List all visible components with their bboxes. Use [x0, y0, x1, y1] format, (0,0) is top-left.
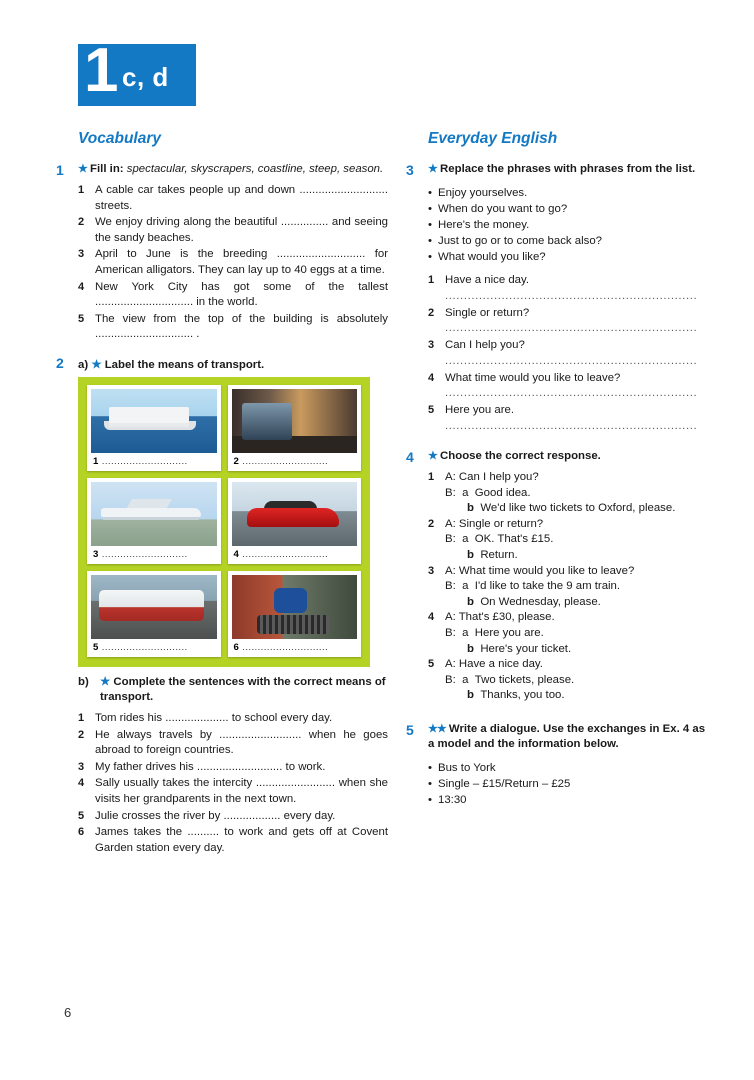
dialogue-option-b[interactable]: [445, 501, 706, 517]
exercise-3-heading-text: Replace the phrases with phrases from the list.: [440, 163, 696, 175]
right-column: [406, 130, 706, 818]
exercise-5-heading: [428, 722, 706, 752]
item-number: 1: [78, 184, 85, 196]
list-item: [428, 610, 706, 657]
b-prefix: B:: [445, 533, 456, 546]
dialogue-option-a[interactable]: [445, 626, 706, 642]
item-number: 1: [428, 274, 435, 286]
list-item: [78, 183, 388, 214]
exercise-3: [406, 162, 706, 433]
item-number: 2: [78, 216, 85, 229]
photo-card: [87, 571, 221, 657]
photo-card: [87, 385, 221, 471]
item-text: Tom rides his .................... to school every day.: [95, 711, 333, 724]
option-text: I'd like to take the 9 am train.: [474, 580, 621, 593]
photo-card: [228, 385, 362, 471]
section-title-vocabulary: Vocabulary: [78, 130, 161, 147]
list-item: [428, 371, 706, 401]
dialogue-option-a[interactable]: [445, 532, 706, 548]
list-item: [78, 809, 388, 825]
exercise-5-heading-text: Write a dialogue. Use the exchanges in Ex. 4 as a model and the information below.: [428, 722, 706, 750]
dialogue-option-a[interactable]: [445, 673, 706, 689]
item-text: My father drives his ........................... to work.: [95, 760, 326, 773]
list-item: [428, 657, 706, 704]
list-item: • Bus to York: [428, 760, 706, 776]
exercise-2b-items: [78, 711, 388, 856]
list-item: [428, 517, 706, 564]
star-icon: ★: [428, 163, 437, 175]
option-text: On Wednesday, please.: [480, 595, 601, 608]
exercise-2: [56, 354, 388, 856]
answer-line[interactable]: ...................................................................: [445, 289, 698, 302]
exercise-3-items: [428, 273, 706, 433]
unit-header: [78, 36, 196, 106]
option-text: Return.: [480, 548, 518, 561]
list-item: [428, 403, 706, 433]
part-b-letter: b): [78, 675, 89, 688]
answer-line[interactable]: ...................................................................: [445, 387, 698, 400]
item-text: A cable car takes people up and down ............................ streets.: [95, 184, 388, 212]
dialogue-option-a[interactable]: [445, 486, 706, 502]
list-item: [78, 760, 388, 776]
option-text: Here you are.: [474, 626, 544, 639]
exercise-2a-heading: [78, 357, 388, 371]
item-text: James takes the .......... to work and gets off at Covent Garden station every day.: [95, 826, 388, 854]
part-a-text: Label the means of transport.: [104, 358, 265, 371]
list-item: [78, 215, 388, 246]
b-prefix: B:: [445, 673, 456, 686]
exercise-1: [56, 162, 388, 343]
item-text: April to June is the breeding ............................ for American alligators. They can lay up to 40 eggs at a time.: [95, 248, 388, 276]
item-number: 2: [428, 306, 435, 319]
star-icon: ★: [100, 675, 111, 688]
car-photo: [232, 482, 358, 546]
exercise-3-heading: [428, 162, 706, 177]
option-text: Thanks, you too.: [480, 689, 565, 702]
option-text: We'd like two tickets to Oxford, please.: [480, 502, 676, 515]
item-text: Here you are.: [445, 404, 515, 417]
item-text: New York City has got some of the tallest ............................... in the world.: [95, 280, 388, 309]
photo-answer-line: ............................: [101, 548, 188, 560]
option-label: b: [467, 548, 474, 561]
photo-number: 4: [233, 548, 240, 560]
exercise-1-items: [78, 183, 388, 343]
exercise-3-number: 3: [406, 162, 414, 178]
list-item: • Single – £15/Return – £25: [428, 776, 706, 792]
coach-bus-photo: [91, 575, 217, 639]
exercise-1-number: 1: [56, 162, 64, 178]
exercise-1-heading-words: spectacular, skyscrapers, coastline, steep, season.: [126, 163, 384, 175]
option-label: a: [462, 673, 469, 686]
item-number: 4: [78, 777, 85, 790]
item-number: 4: [428, 611, 435, 624]
answer-line[interactable]: ...................................................................: [445, 419, 698, 432]
answer-line[interactable]: ...................................................................: [445, 322, 698, 335]
list-item: [428, 564, 706, 611]
section-title-everyday-english: Everyday English: [428, 130, 558, 147]
list-item: • Here's the money.: [428, 217, 706, 233]
exercise-2-number: 2: [56, 354, 64, 371]
exercise-1-heading-bold: Fill in:: [90, 163, 124, 175]
dialogue-prompt: A: What time would you like to leave?: [445, 564, 635, 577]
list-item: [428, 338, 706, 368]
item-number: 3: [428, 339, 435, 352]
list-item: [78, 825, 388, 856]
photo-caption[interactable]: [232, 453, 358, 469]
option-text: Good idea.: [474, 486, 531, 499]
ferry-photo: [91, 389, 217, 453]
unit-number: 1: [84, 36, 119, 105]
dialogue-prompt: A: That's £30, please.: [445, 611, 555, 624]
list-item: • Just to go or to come back also?: [428, 233, 706, 249]
option-label: b: [467, 502, 474, 515]
item-number: 5: [78, 809, 85, 822]
unit-letters: c, d: [122, 62, 169, 92]
item-number: 6: [78, 826, 85, 839]
photo-number: 6: [233, 641, 240, 653]
item-number: 3: [78, 760, 85, 773]
option-label: a: [462, 486, 469, 499]
photo-caption[interactable]: [232, 639, 358, 655]
photo-answer-line: ............................: [242, 641, 329, 653]
list-item: [428, 306, 706, 336]
left-column: [56, 130, 388, 866]
option-label: b: [467, 595, 474, 608]
list-item: • What would you like?: [428, 249, 706, 265]
option-text: Two tickets, please.: [474, 673, 575, 686]
item-number: 2: [428, 517, 435, 530]
exercise-4-heading-text: Choose the correct response.: [440, 449, 601, 462]
item-text: Sally usually takes the intercity ......................... when she visits her grandparents in the next town.: [95, 777, 388, 805]
option-label: a: [462, 580, 469, 593]
photo-number: 1: [93, 455, 99, 467]
dialogue-prompt: A: Can I help you?: [445, 470, 539, 483]
exercise-4: [406, 448, 706, 704]
photo-card: [228, 571, 362, 657]
list-item: • Enjoy yourselves.: [428, 185, 706, 201]
dialogue-option-b[interactable]: [445, 642, 706, 658]
airplane-photo: [91, 482, 217, 546]
photo-card: [87, 478, 221, 564]
b-prefix: B:: [445, 486, 456, 499]
metro-train-photo: [232, 389, 358, 453]
list-item: [78, 711, 388, 727]
list-item: [78, 247, 388, 278]
item-number: 2: [78, 728, 85, 741]
photo-answer-line: ............................: [242, 548, 329, 560]
exercise-4-number: 4: [406, 448, 414, 465]
photo-number: 3: [93, 548, 99, 560]
star-icon: ★: [428, 449, 437, 462]
transport-photo-grid: [87, 385, 361, 657]
item-text: The view from the top of the building is absolutely ............................... .: [95, 312, 388, 341]
photo-answer-line: ............................: [101, 455, 188, 467]
photo-answer-line: ............................: [242, 455, 329, 467]
dialogue-option-b[interactable]: [445, 688, 706, 704]
item-number: 1: [78, 711, 85, 724]
item-text: Have a nice day.: [445, 274, 529, 286]
exercise-4-items: [428, 470, 706, 704]
list-item: [78, 280, 388, 311]
option-label: b: [467, 689, 474, 702]
exercise-2b-heading: [78, 675, 388, 705]
list-item: • When do you want to go?: [428, 201, 706, 217]
page-number: 6: [64, 1005, 72, 1020]
dialogue-option-a[interactable]: [445, 579, 706, 595]
photo-caption[interactable]: [91, 639, 217, 655]
star-icon: ★★: [428, 722, 446, 735]
item-text: Can I help you?: [445, 339, 525, 352]
dialogue-prompt: A: Have a nice day.: [445, 658, 543, 671]
item-text: Single or return?: [445, 306, 530, 319]
item-text: Julie crosses the river by .................. every day.: [95, 809, 336, 822]
exercise-5: [406, 721, 706, 808]
item-number: 5: [428, 658, 435, 671]
photo-answer-line: ............................: [101, 641, 188, 653]
star-icon: ★: [78, 163, 87, 175]
dialogue-option-b[interactable]: [445, 548, 706, 564]
photo-number: 5: [93, 641, 99, 653]
list-item: [428, 470, 706, 517]
photo-number: 2: [233, 455, 240, 467]
option-label: a: [462, 626, 469, 639]
item-number: 5: [428, 404, 435, 417]
exercise-3-phrase-list: [428, 185, 706, 265]
item-number: 5: [78, 312, 85, 325]
photo-caption[interactable]: [232, 546, 358, 562]
option-label: b: [467, 642, 474, 655]
option-label: a: [462, 533, 469, 546]
item-text: He always travels by .......................... when he goes abroad to foreign countries.: [95, 728, 388, 757]
item-number: 3: [428, 564, 435, 577]
b-prefix: B:: [445, 580, 456, 593]
list-item: • 13:30: [428, 792, 706, 808]
star-icon: ★: [91, 358, 102, 371]
photo-caption[interactable]: [91, 546, 217, 562]
item-number: 4: [428, 371, 435, 384]
dialogue-option-b[interactable]: [445, 595, 706, 611]
option-text: Here's your ticket.: [480, 642, 572, 655]
item-text: What time would you like to leave?: [445, 371, 621, 384]
exercise-1-heading: [78, 162, 388, 177]
exercise-5-info-list: [428, 760, 706, 808]
part-a-letter: a): [78, 358, 89, 371]
item-text: We enjoy driving along the beautiful ............... and seeing the sandy beaches.: [95, 216, 388, 244]
dialogue-prompt: A: Single or return?: [445, 517, 544, 530]
bicycle-photo: [232, 575, 358, 639]
part-b-text: Complete the sentences with the correct means of transport.: [100, 675, 386, 703]
list-item: [78, 312, 388, 343]
exercise-5-number: 5: [406, 721, 414, 738]
transport-photo-panel: [78, 377, 370, 667]
b-prefix: B:: [445, 626, 456, 639]
list-item: [428, 273, 706, 303]
item-number: 3: [78, 248, 85, 261]
photo-caption[interactable]: [91, 453, 217, 469]
list-item: [78, 728, 388, 759]
item-number: 4: [78, 280, 85, 293]
exercise-4-heading: [428, 449, 706, 464]
answer-line[interactable]: ...................................................................: [445, 354, 698, 367]
option-text: OK. That's £15.: [474, 533, 554, 546]
photo-card: [228, 478, 362, 564]
list-item: [78, 776, 388, 807]
item-number: 1: [428, 470, 435, 483]
